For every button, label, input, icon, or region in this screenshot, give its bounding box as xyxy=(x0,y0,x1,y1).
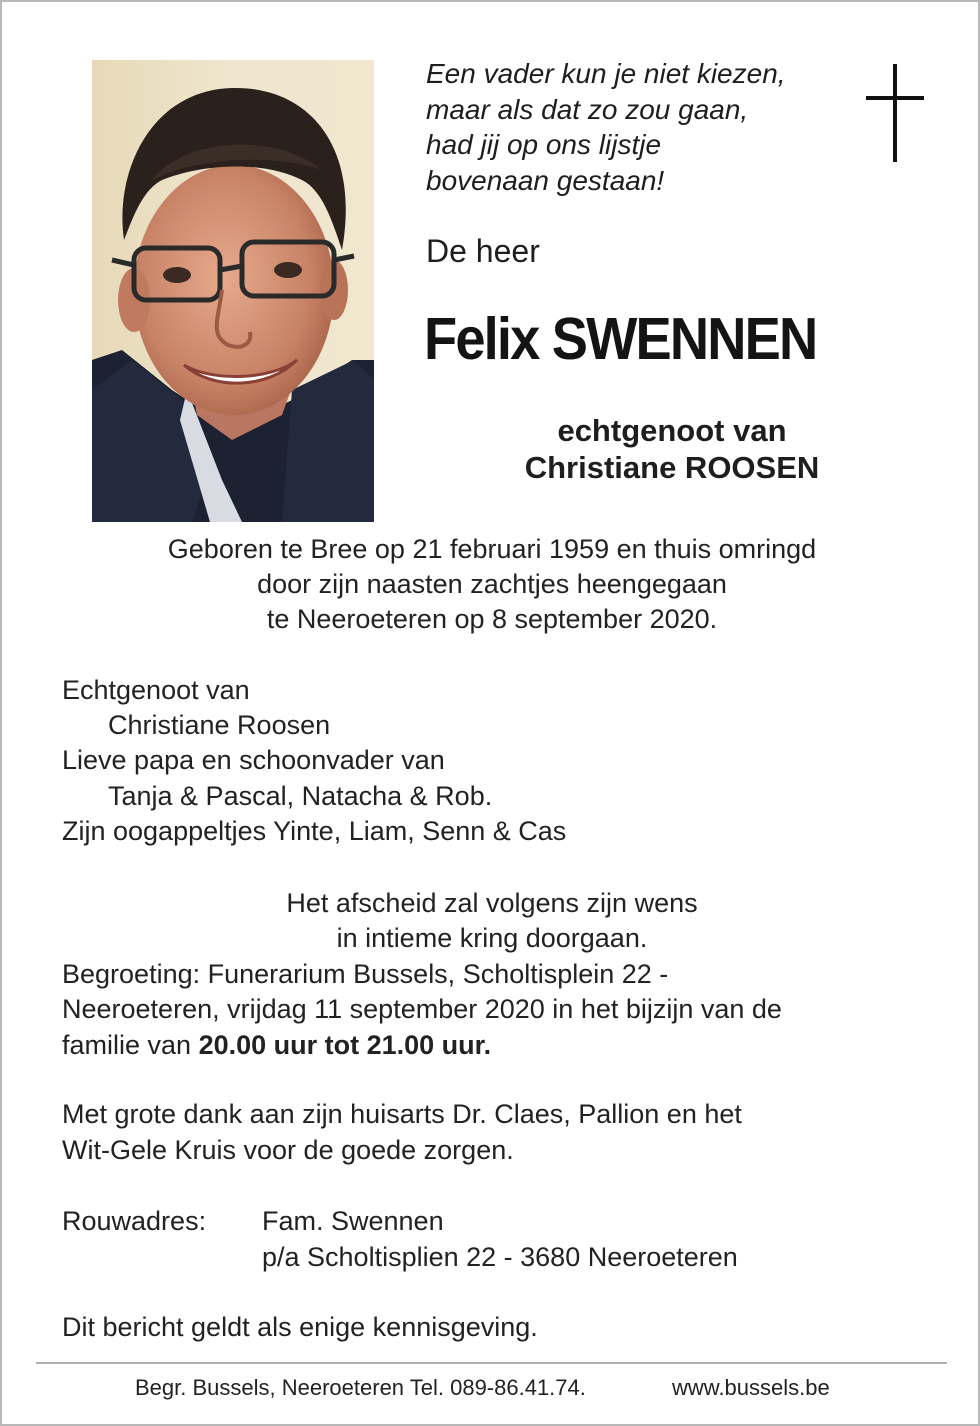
visiting-hours: 20.00 uur tot 21.00 uur. xyxy=(198,1029,492,1060)
spouse-name: Christiane ROOSEN xyxy=(524,450,820,485)
address-line: Fam. Swennen xyxy=(262,1206,444,1236)
poem-line: bovenaan gestaan! xyxy=(426,164,665,196)
farewell-text xyxy=(62,886,922,1063)
notice-text: Dit bericht geldt als enige kennisgeving. xyxy=(62,1312,538,1342)
family-line: Lieve papa en schoonvader van xyxy=(62,745,445,776)
poem-line: had jij op ons lijstje xyxy=(426,129,662,160)
spouse-line: echtgenoot van xyxy=(557,413,787,448)
farewell-line: Het afscheid zal volgens zijn wens xyxy=(286,888,698,918)
undertaker-info: Begr. Bussels, Neeroeteren Tel. 089-86.41.74. xyxy=(135,1375,586,1400)
poem xyxy=(426,56,846,198)
salutation: De heer xyxy=(426,233,540,269)
poem-line: Een vader kun je niet kiezen, xyxy=(426,58,786,89)
family-line: Zijn oogappeltjes Yinte, Liam, Senn & Cas xyxy=(62,815,567,846)
visiting-prefix: familie van xyxy=(62,1029,199,1060)
family-line: Tanja & Pascal, Natacha & Rob. xyxy=(108,780,493,811)
thanks-text xyxy=(62,1097,742,1168)
poem-line: maar als dat zo zou gaan, xyxy=(426,93,749,125)
website-link[interactable]: www.bussels.be xyxy=(672,1375,830,1400)
cross-icon xyxy=(866,64,924,162)
birth-death-text xyxy=(2,532,980,637)
portrait-photo xyxy=(92,60,374,522)
thanks-line: Wit-Gele Kruis voor de goede zorgen. xyxy=(62,1134,514,1165)
thanks-line: Met grote dank aan zijn huisarts Dr. Claes, Pallion en het xyxy=(62,1099,742,1129)
deceased-name: Felix SWENNEN xyxy=(424,306,817,372)
family-line: Echtgenoot van xyxy=(62,675,250,705)
farewell-line: in intieme kring doorgaan. xyxy=(336,923,648,954)
born-line: door zijn naasten zachtjes heengegaan xyxy=(257,569,727,599)
address-value xyxy=(262,1204,738,1275)
address-label: Rouwadres: xyxy=(62,1206,207,1236)
born-line: Geboren te Bree op 21 februari 1959 en thuis omringd xyxy=(167,534,817,564)
farewell-line xyxy=(62,1028,922,1063)
farewell-line: Begroeting: Funerarium Bussels, Scholtisplein 22 - xyxy=(62,958,669,989)
divider xyxy=(36,1362,947,1364)
farewell-line: Neeroeteren, vrijdag 11 september 2020 in het bijzijn van de xyxy=(62,994,782,1025)
born-line: te Neeroeteren op 8 september 2020. xyxy=(266,604,718,634)
family-line: Christiane Roosen xyxy=(108,710,331,741)
spouse-block xyxy=(472,412,872,486)
family-list xyxy=(62,673,566,849)
address-line: p/a Scholtisplien 22 - 3680 Neeroeteren xyxy=(262,1241,738,1272)
